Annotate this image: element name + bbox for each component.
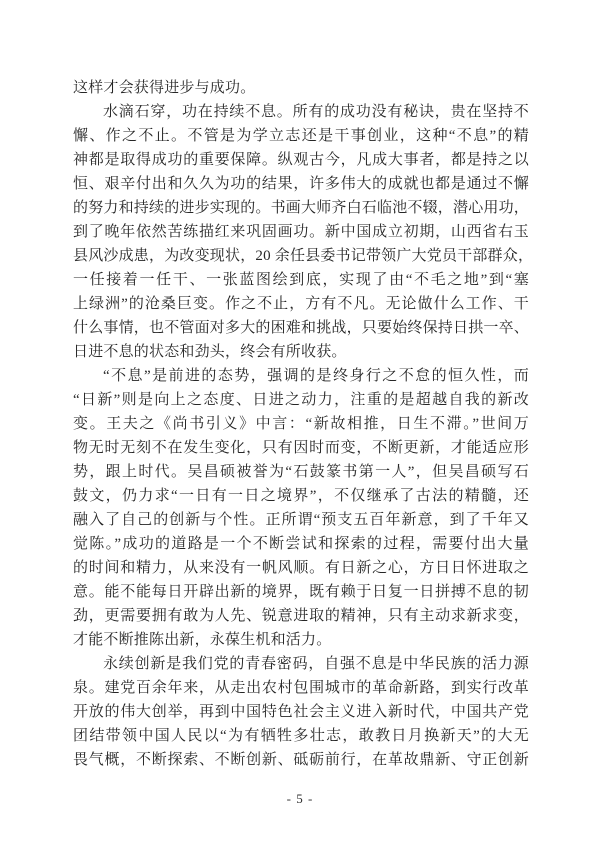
paragraph (73, 76, 529, 100)
text-line: 到了晚年依然苦练描红来巩固画功。新中国成立初期，山西省右玉 (73, 224, 529, 240)
text-line: 才能不断推陈出新，永葆生机和活力。 (73, 632, 332, 648)
text-line: “日新”则是向上之态度、日进之动力，注重的是超越自我的新改 (73, 392, 529, 408)
paragraph (73, 364, 529, 652)
text-line: 意。能不能每日开辟出新的境界，既有赖于日复一日拼搏不息的韧 (73, 584, 529, 600)
text-line: 开放的伟大创举，再到中国特色社会主义进入新时代，中国共产党 (73, 704, 529, 720)
text-line: 懈、作之不止。不管是为学立志还是干事创业，这种“不息”的精 (73, 128, 529, 144)
text-line: 融入了自己的创新与个性。正所谓“预支五百年新意，到了千年又 (73, 512, 529, 528)
text-line: 的时间和精力，从来没有一帆风顺。有日新之心，方日日怀进取之 (73, 560, 529, 576)
text-line: 神都是取得成功的重要保障。纵观古今，凡成大事者，都是持之以 (73, 152, 529, 168)
text-line: 恒、艰辛付出和久久为功的结果，许多伟大的成就也都是通过不懈 (73, 176, 529, 192)
text-line: 劲，更需要拥有敢为人先、锐意进取的精神，只有主动求新求变， (73, 608, 529, 624)
text-line: 物无时无刻不在发生变化，只有因时而变，不断更新，才能适应形 (73, 440, 529, 456)
text-line: 上绿洲”的沧桑巨变。作之不止，方有不凡。无论做什么工作、干 (73, 296, 529, 312)
text-line: 县风沙成患，为改变现状，20 余任县委书记带领广大党员干部群众， (73, 248, 534, 264)
text-line: 团结带领中国人民以“为有牺牲多壮志，敢教日月换新天”的大无 (73, 728, 529, 744)
text-line: 一任接着一任干、一张蓝图绘到底，实现了由“不毛之地”到“塞 (73, 272, 529, 288)
text-line: 日进不息的状态和劲头，终会有所收获。 (73, 344, 347, 360)
text-line: 变。王夫之《尚书引义》中言：“新故相推，日生不滞。”世间万 (73, 416, 529, 432)
text-line: 水滴石穿，功在持续不息。所有的成功没有秘诀，贵在坚持不 (103, 104, 529, 120)
text-line: 势，跟上时代。吴昌硕被誉为“石鼓篆书第一人”，但吴昌硕写石 (73, 464, 529, 480)
paragraph (73, 100, 534, 364)
text-line: 什么事情，也不管面对多大的困难和挑战，只要始终保持日拱一卒、 (73, 320, 530, 336)
text-line: 这样才会获得进步与成功。 (73, 80, 256, 96)
document-body (73, 76, 534, 772)
text-line: “不息”是前进的态势，强调的是终身行之不怠的恒久性，而 (103, 368, 529, 384)
text-line: 泉。建党百余年来，从走出农村包围城市的革命新路，到实行改革 (73, 680, 529, 696)
text-line: 畏气概，不断探索、不断创新、砥砺前行，在革故鼎新、守正创新 (73, 752, 529, 768)
text-line: 的努力和持续的进步实现的。书画大师齐白石临池不辍，潜心用功， (73, 200, 530, 216)
text-line: 永续创新是我们党的青春密码，自强不息是中华民族的活力源 (103, 656, 529, 672)
page-number: - 5 - (286, 791, 314, 806)
text-line: 觉陈。”成功的道路是一个不断尝试和探索的过程，需要付出大量 (73, 536, 529, 552)
text-line: 鼓文，仍力求“一日有一日之境界”，不仅继承了古法的精髓，还 (73, 488, 529, 504)
paragraph (73, 652, 529, 772)
